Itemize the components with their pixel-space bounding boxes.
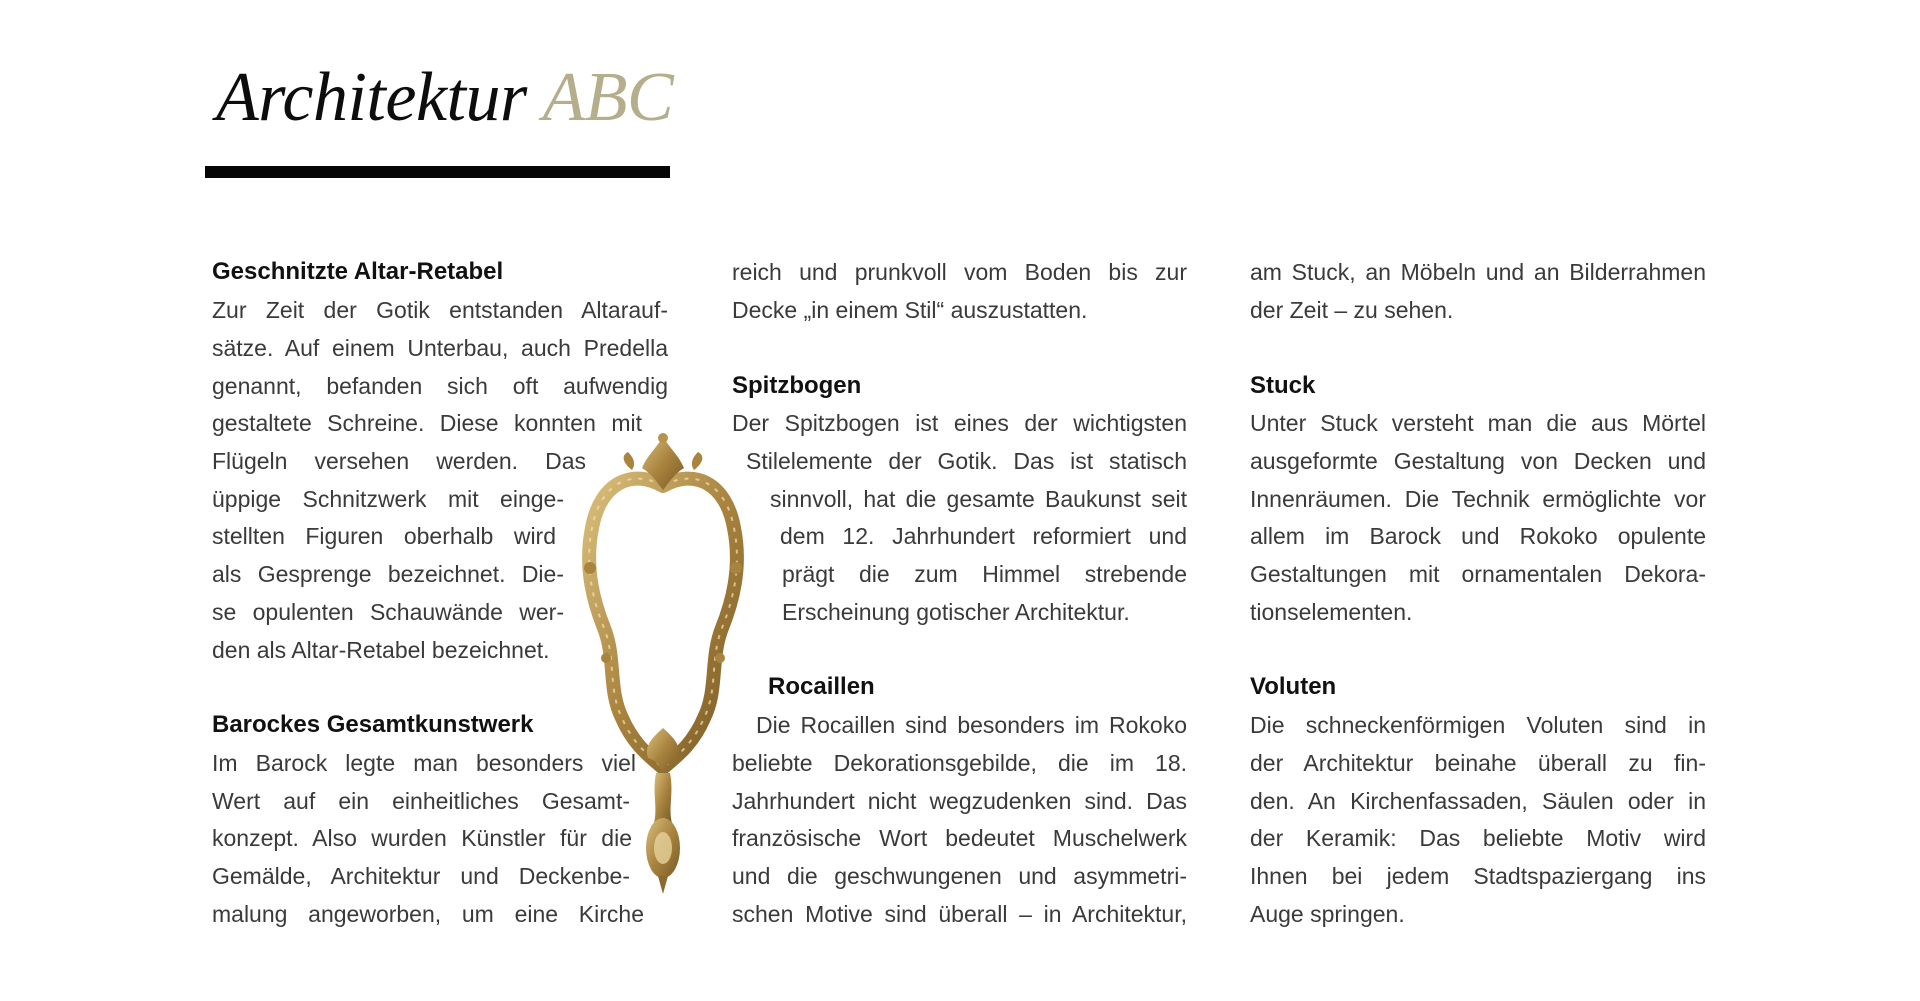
body-line: und die geschwungenen und asymmetri- bbox=[732, 863, 1187, 889]
body-line: tionselementen. bbox=[1250, 599, 1413, 625]
body-line: Unter Stuck versteht man die aus Mörtel bbox=[1250, 410, 1706, 436]
heading-altar-retabel: Geschnitzte Altar-Retabel bbox=[212, 258, 504, 285]
body-line: se opulenten Schauwände wer- bbox=[212, 599, 564, 625]
title-underline bbox=[205, 166, 670, 178]
title-main: Architektur bbox=[216, 59, 527, 136]
heading-rocaillen: Rocaillen bbox=[768, 673, 875, 700]
body-line: Gemälde, Architektur und Deckenbe- bbox=[212, 863, 630, 889]
body-line: den als Altar-Retabel bezeichnet. bbox=[212, 637, 550, 663]
body-line: genannt, befanden sich oft aufwendig bbox=[212, 373, 668, 399]
body-line: den. An Kirchenfassaden, Säulen oder in bbox=[1250, 788, 1706, 814]
body-line: beliebte Dekorationsgebilde, die im 18. bbox=[732, 750, 1187, 776]
body-line: sinnvoll, hat die gesamte Baukunst seit bbox=[770, 486, 1187, 512]
body-line: gestaltete Schreine. Diese konnten mit bbox=[212, 410, 642, 436]
body-line: stellten Figuren oberhalb wird bbox=[212, 523, 556, 549]
heading-barockes-gesamtkunstwerk: Barockes Gesamtkunstwerk bbox=[212, 711, 534, 738]
page-title bbox=[216, 58, 673, 138]
body-line: Erscheinung gotischer Architektur. bbox=[782, 599, 1130, 625]
body-line: reich und prunkvoll vom Boden bis zur bbox=[732, 259, 1187, 285]
body-line: prägt die zum Himmel strebende bbox=[782, 561, 1187, 587]
body-line: dem 12. Jahrhundert reformiert und bbox=[780, 523, 1187, 549]
heading-stuck: Stuck bbox=[1250, 372, 1316, 399]
heading-voluten: Voluten bbox=[1250, 673, 1337, 700]
body-line: Zur Zeit der Gotik entstanden Altarauf- bbox=[212, 297, 668, 323]
body-line: Auge springen. bbox=[1250, 901, 1405, 927]
body-line: Die schneckenförmigen Voluten sind in bbox=[1250, 712, 1706, 738]
body-line: allem im Barock und Rokoko opulente bbox=[1250, 523, 1706, 549]
ornate-mirror-icon bbox=[572, 428, 754, 896]
body-line: Innenräumen. Die Technik ermöglichte vor bbox=[1250, 486, 1706, 512]
body-line: Jahrhundert nicht wegzudenken sind. Das bbox=[732, 788, 1187, 814]
body-line: malung angeworben, um eine Kirche bbox=[212, 901, 644, 927]
heading-spitzbogen: Spitzbogen bbox=[732, 372, 862, 399]
body-line: ausgeformte Gestaltung von Decken und bbox=[1250, 448, 1706, 474]
body-line: Decke „in einem Stil“ auszustatten. bbox=[732, 297, 1088, 323]
body-line: Ihnen bei jedem Stadtspaziergang ins bbox=[1250, 863, 1706, 889]
body-line: schen Motive sind überall – in Architektur, bbox=[732, 901, 1187, 927]
body-line: Flügeln versehen werden. Das bbox=[212, 448, 586, 474]
body-line: Im Barock legte man besonders viel bbox=[212, 750, 636, 776]
body-line: Die Rocaillen sind besonders im Rokoko bbox=[756, 712, 1187, 738]
body-line: französische Wort bedeutet Muschelwerk bbox=[732, 825, 1187, 851]
body-line: sätze. Auf einem Unterbau, auch Predella bbox=[212, 335, 668, 361]
body-line: als Gesprenge bezeichnet. Die- bbox=[212, 561, 564, 587]
body-line: am Stuck, an Möbeln und an Bilderrahmen bbox=[1250, 259, 1706, 285]
body-line: konzept. Also wurden Künstler für die bbox=[212, 825, 632, 851]
body-line: Stilelemente der Gotik. Das ist statisch bbox=[746, 448, 1187, 474]
body-line: Gestaltungen mit ornamentalen Dekora- bbox=[1250, 561, 1706, 587]
body-line: Wert auf ein einheitliches Gesamt- bbox=[212, 788, 630, 814]
body-line: der Zeit – zu sehen. bbox=[1250, 297, 1454, 323]
title-accent: ABC bbox=[542, 59, 674, 136]
body-line: Der Spitzbogen ist eines der wichtigsten bbox=[732, 410, 1187, 436]
body-line: der Architektur beinahe überall zu fin- bbox=[1250, 750, 1706, 776]
body-line: der Keramik: Das beliebte Motiv wird bbox=[1250, 825, 1706, 851]
body-line: üppige Schnitzwerk mit einge- bbox=[212, 486, 564, 512]
